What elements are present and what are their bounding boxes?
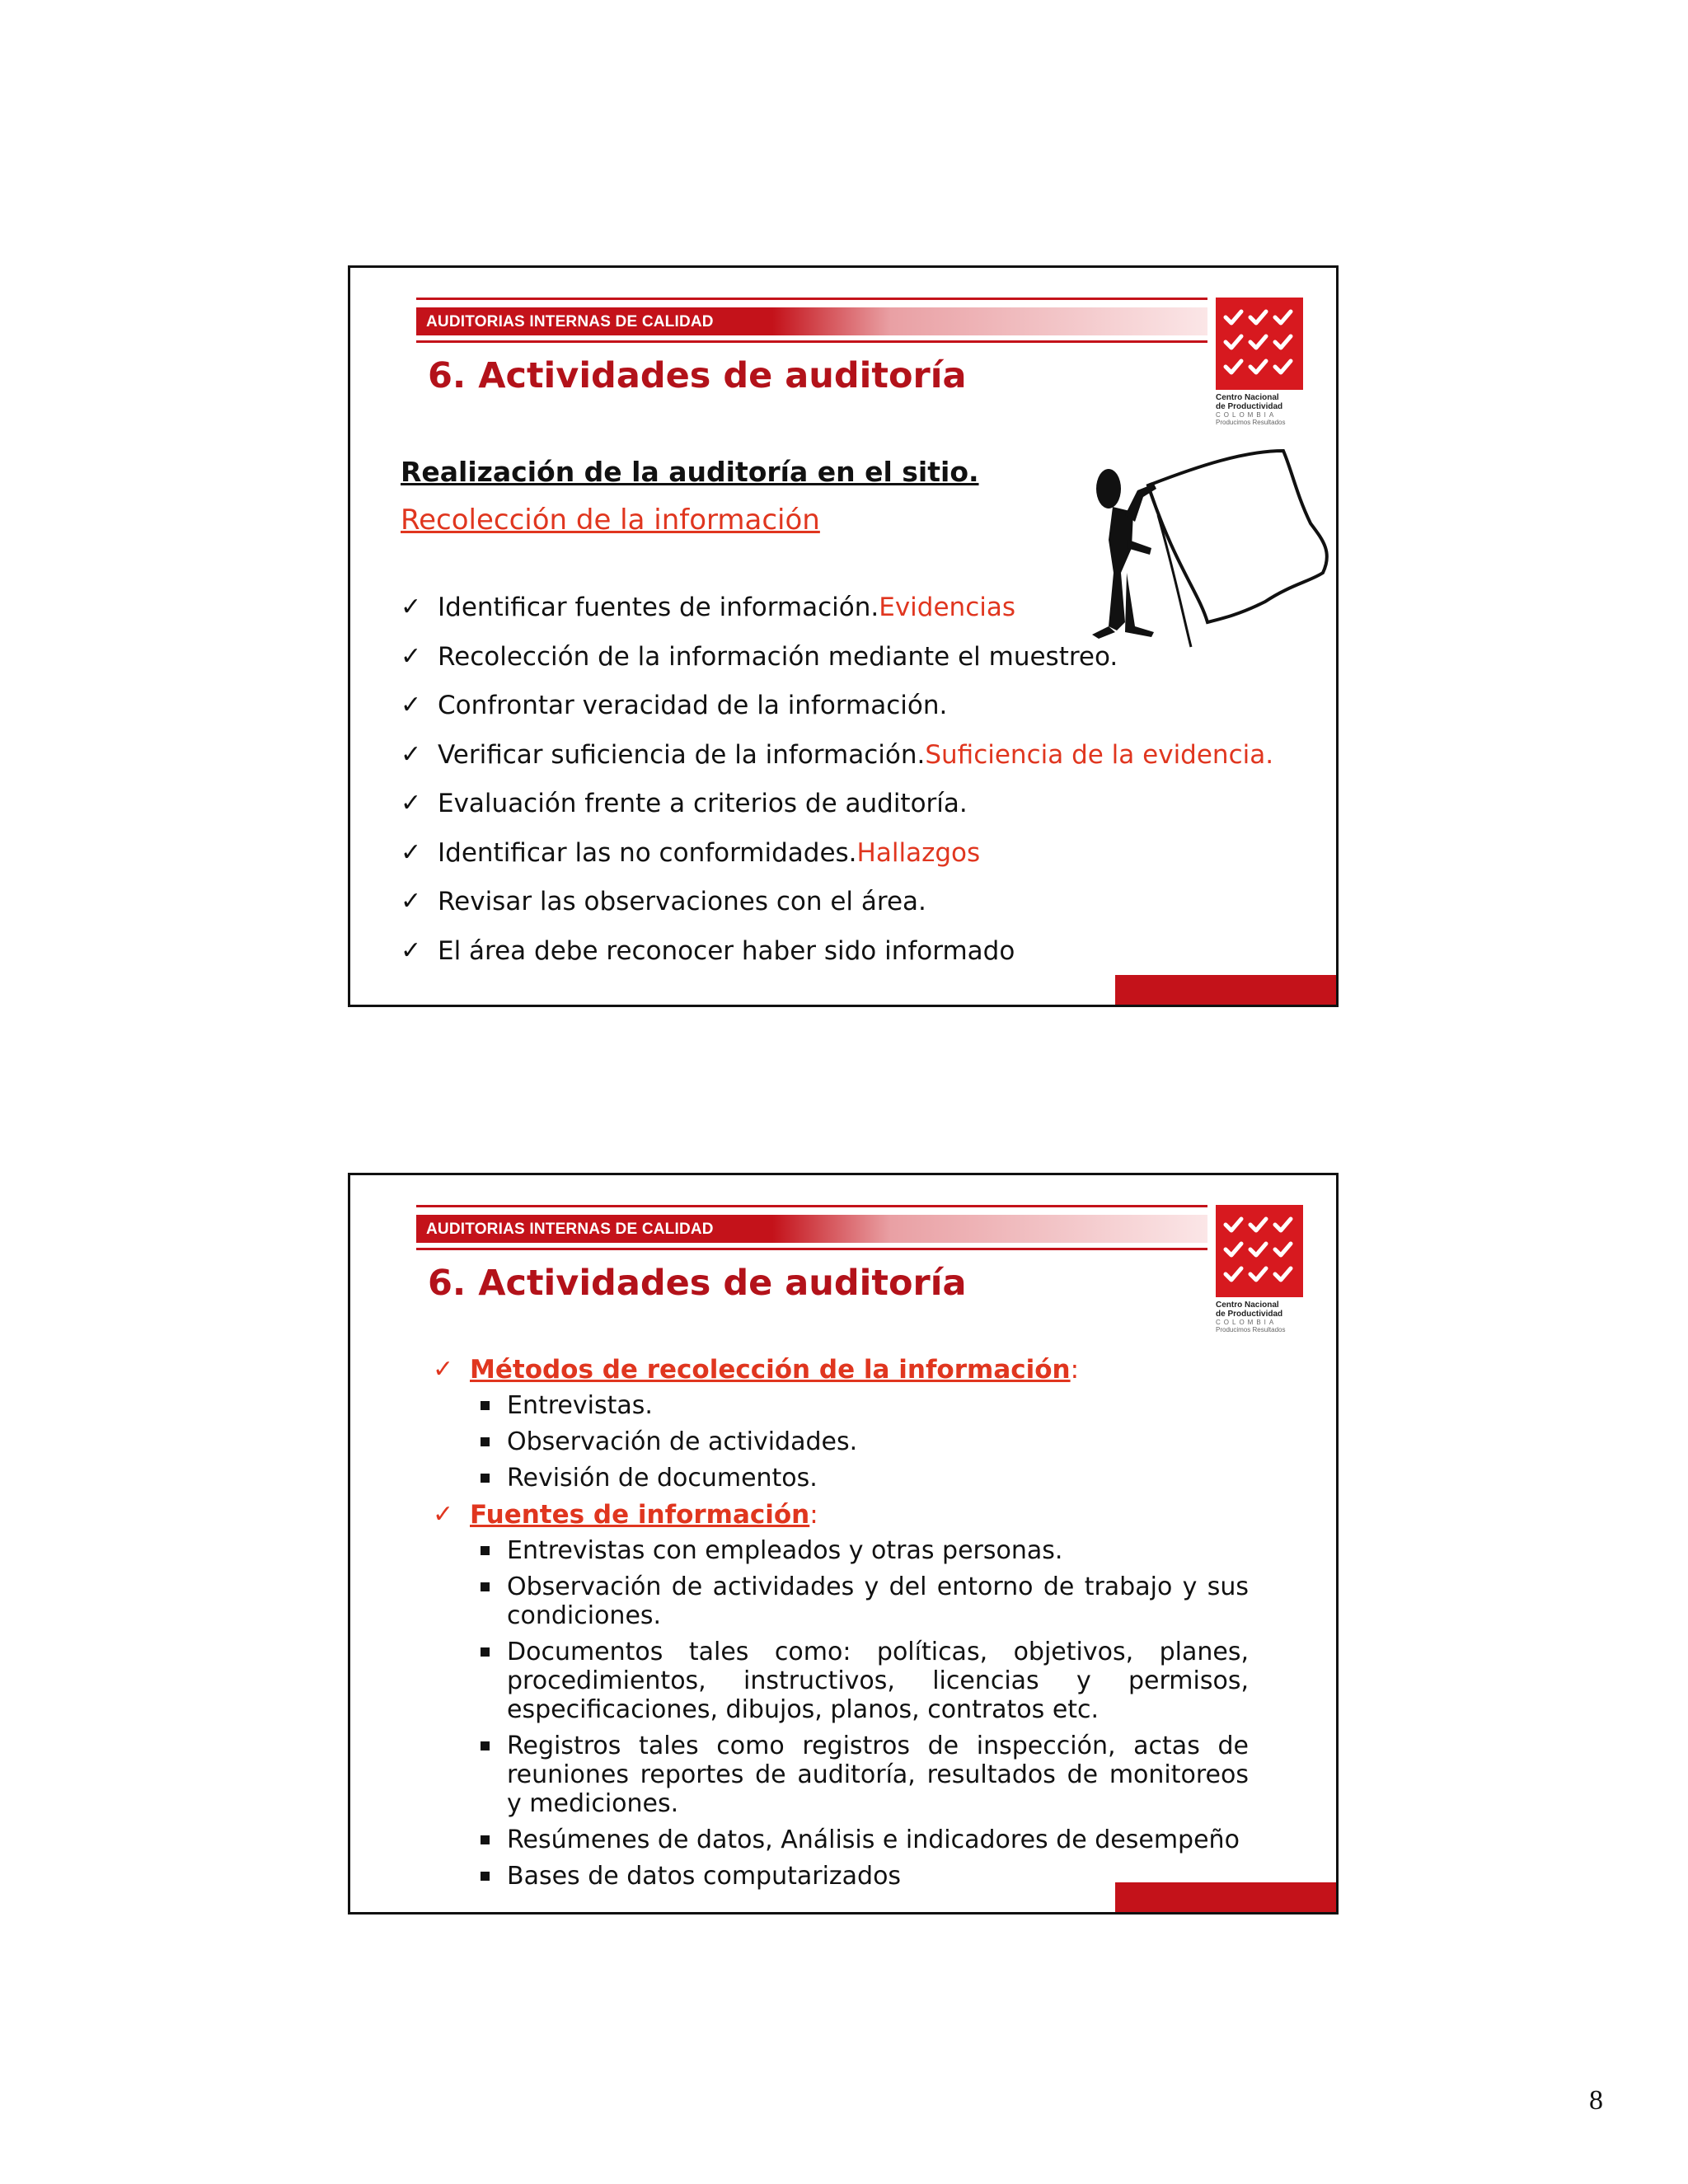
- slide-title: 6. Actividades de auditoría: [428, 1263, 967, 1304]
- item-accent: Evidencias: [879, 593, 1015, 622]
- logo-tagline: Producimos Resultados: [1216, 419, 1286, 426]
- list-item: Registros tales como registros de inspección, actas de reuniones reportes de auditoría, resultados de monitoreos y mediciones.: [476, 1732, 1249, 1818]
- list-item: [401, 789, 1273, 838]
- item-text: Identificar fuentes de información.: [438, 593, 879, 622]
- cnp-logo: [1216, 298, 1306, 426]
- item-accent: Hallazgos: [856, 837, 981, 868]
- item-text: Recolección de la información mediante el muestreo.: [438, 641, 1118, 672]
- section-subheading: Recolección de la información: [401, 504, 820, 537]
- cnp-logo: [1216, 1205, 1306, 1333]
- header-rule-bottom: [416, 1248, 1207, 1250]
- header-label: AUDITORIAS INTERNAS DE CALIDAD: [426, 1221, 714, 1238]
- list-item: Documentos tales como: políticas, objetivos, planes, procedimientos, instructivos, licencias y permisos, especificaciones, dibujos, planos, contratos etc.: [476, 1638, 1249, 1724]
- logo-checks-icon: [1216, 298, 1303, 390]
- logo-tagline: Producimos Resultados: [1216, 1326, 1286, 1333]
- list-item: Revisión de documentos.: [476, 1464, 1249, 1493]
- collection-methods: [433, 1355, 1298, 1898]
- header-rule-bottom: [416, 340, 1207, 343]
- item-text: Identificar las no conformidades.: [438, 837, 857, 868]
- list-item: Entrevistas con empleados y otras personas.: [476, 1536, 1249, 1565]
- header-label: AUDITORIAS INTERNAS DE CALIDAD: [426, 313, 714, 330]
- header-rule-top: [416, 298, 1207, 300]
- item-text: Evaluación frente a criterios de auditoría.: [438, 789, 968, 818]
- logo-name: Centro Nacional de Productividad: [1216, 393, 1283, 411]
- check-mark-icon: ✓: [401, 789, 422, 818]
- item-text: Revisar las observaciones con el área.: [438, 887, 926, 916]
- sources-colon: :: [809, 1500, 818, 1530]
- item-text: Verificar suficiencia de la información.: [438, 739, 926, 770]
- methods-heading: [433, 1355, 1298, 1391]
- list-item: [401, 838, 1273, 888]
- page-number: 8: [1589, 2085, 1603, 2116]
- check-mark-icon: ✓: [401, 837, 422, 867]
- header-rule-top: [416, 1205, 1207, 1207]
- item-text: El área debe reconocer haber sido informado: [438, 935, 1015, 966]
- header-band: [416, 1215, 1207, 1243]
- list-item: Entrevistas.: [476, 1391, 1249, 1420]
- sources-label: Fuentes de información: [470, 1500, 810, 1530]
- methods-colon: :: [1070, 1355, 1080, 1385]
- list-item: [401, 593, 1273, 642]
- list-item: [401, 887, 1273, 936]
- logo-country: COLOMBIA: [1216, 1319, 1278, 1326]
- check-mark-icon: ✓: [401, 739, 422, 769]
- sources-list: [433, 1536, 1298, 1891]
- list-item: [401, 642, 1273, 691]
- slide-1: [348, 265, 1339, 1007]
- list-item: [401, 691, 1273, 740]
- slide-2: [348, 1173, 1339, 1915]
- sources-heading: [433, 1500, 1298, 1536]
- check-mark-icon: ✓: [401, 935, 422, 965]
- check-mark-icon: ✓: [401, 593, 422, 621]
- logo-name: Centro Nacional de Productividad: [1216, 1301, 1283, 1319]
- item-text: Confrontar veracidad de la información.: [438, 691, 948, 720]
- list-item: Resúmenes de datos, Análisis e indicadores de desempeño: [476, 1825, 1249, 1854]
- methods-list: [433, 1391, 1298, 1493]
- slide-title: 6. Actividades de auditoría: [428, 355, 967, 396]
- check-mark-icon: ✓: [401, 887, 422, 916]
- check-mark-icon: ✓: [433, 1355, 454, 1384]
- footer-bar: [1115, 975, 1339, 1005]
- logo-country: COLOMBIA: [1216, 411, 1278, 419]
- footer-bar: [1115, 1882, 1339, 1912]
- section-heading: Realización de la auditoría en el sitio.: [401, 456, 979, 488]
- check-mark-icon: ✓: [401, 641, 422, 671]
- header-band: [416, 307, 1207, 335]
- check-mark-icon: ✓: [433, 1500, 454, 1529]
- list-item: Observación de actividades.: [476, 1427, 1249, 1456]
- logo-checks-icon: [1216, 1205, 1303, 1297]
- activities-list: [401, 593, 1273, 985]
- list-item: Bases de datos computarizados: [476, 1862, 1249, 1891]
- list-item: Observación de actividades y del entorno de trabajo y sus condiciones.: [476, 1572, 1249, 1630]
- check-mark-icon: ✓: [401, 691, 422, 719]
- item-accent: Suficiencia de la evidencia.: [925, 739, 1274, 770]
- methods-label: Métodos de recolección de la información: [470, 1355, 1071, 1385]
- list-item: [401, 740, 1273, 790]
